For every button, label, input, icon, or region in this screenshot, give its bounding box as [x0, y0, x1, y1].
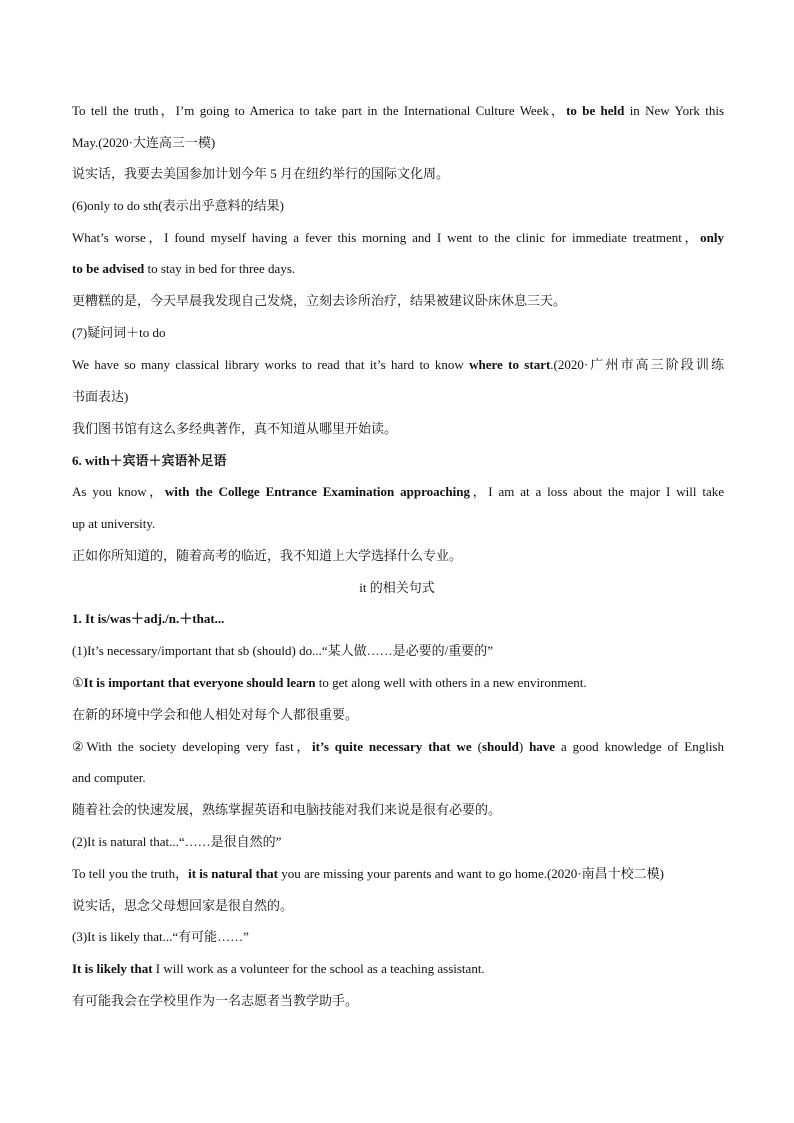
- paragraph-line: May.(2020·大连高三一模): [72, 135, 216, 150]
- translation-line: 正如你所知道的，随着高考的临近，我不知道上大学选择什么专业。: [72, 548, 463, 563]
- translation-line: 说实话，我要去美国参加计划今年 5 月在纽约举行的国际文化周。: [72, 166, 450, 181]
- translation-line: 说实话，思念父母想回家是很自然的。: [72, 898, 294, 913]
- paragraph-line: To tell you the truth，it is natural that you are missing your parents and want to go home.(2020·南昌十校二模): [72, 866, 664, 881]
- paragraph-line: We have so many classical library works to read that it’s hard to know where to start.(2020·广州市高三阶段训练: [72, 357, 724, 372]
- translation-line: 我们图书馆有这么多经典著作，真不知道从哪里开始读。: [72, 421, 398, 436]
- paragraph-line: and computer.: [72, 770, 146, 785]
- paragraph-line: ①It is important that everyone should learn to get along well with others in a new environment.: [72, 675, 587, 690]
- translation-line: 更糟糕的是，今天早晨我发现自己发烧，立刻去诊所治疗，结果被建议卧床休息三天。: [72, 293, 567, 308]
- section-heading: (3)It is likely that...“有可能……”: [72, 929, 249, 944]
- paragraph-line: It is likely that I will work as a volunteer for the school as a teaching assistant.: [72, 961, 485, 976]
- translation-line: 在新的环境中学会和他人相处对每个人都很重要。: [72, 707, 359, 722]
- paragraph-line: up at university.: [72, 516, 156, 531]
- section-heading: 6. with＋宾语＋宾语补足语: [72, 453, 227, 468]
- paragraph-line: 书面表达): [72, 389, 129, 404]
- section-heading: (6)only to do sth(表示出乎意料的结果): [72, 198, 284, 213]
- paragraph-line: What’s worse，I found myself having a fever this morning and I went to the clinic for immediate treatment，only: [72, 230, 724, 245]
- section-heading: (2)It is natural that...“……是很自然的”: [72, 834, 282, 849]
- translation-line: 随着社会的快速发展，熟练掌握英语和电脑技能对我们来说是很有必要的。: [72, 802, 502, 817]
- paragraph-line: To tell the truth，I’m going to America to take part in the International Culture Week，to be held in New York this: [72, 103, 724, 118]
- paragraph-line: (1)It’s necessary/important that sb (should) do...“某人做……是必要的/重要的”: [72, 643, 493, 658]
- section-heading: (7)疑问词＋to do: [72, 325, 166, 340]
- paragraph-line: to be advised to stay in bed for three days.: [72, 261, 296, 276]
- translation-line: 有可能我会在学校里作为一名志愿者当教学助手。: [72, 993, 359, 1008]
- paragraph-line: ②With the society developing very fast，it’s quite necessary that we (should) have a good knowledge of English: [72, 739, 724, 754]
- paragraph-line: As you know，with the College Entrance Examination approaching，I am at a loss about the major I will take: [72, 484, 724, 499]
- section-title: it 的相关句式: [359, 580, 435, 595]
- section-heading: 1. It is/was＋adj./n.＋that...: [72, 611, 225, 626]
